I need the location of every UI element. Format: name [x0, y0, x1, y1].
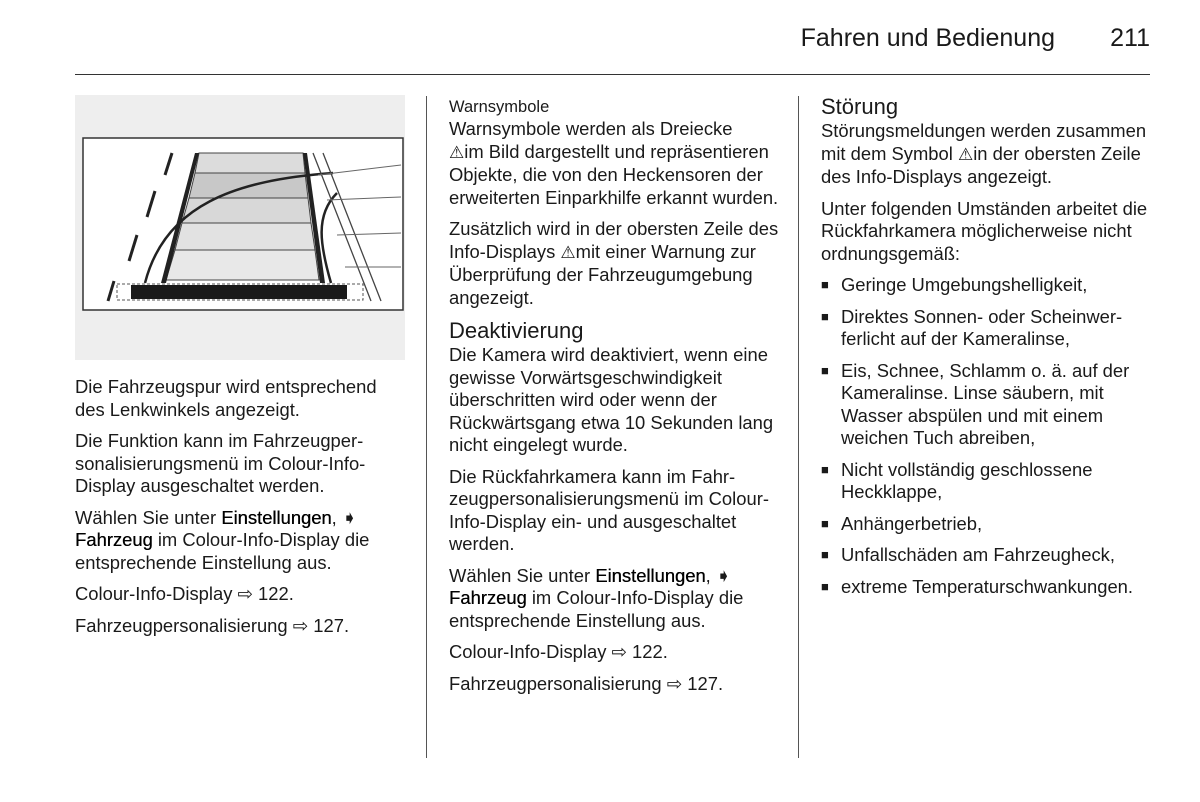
- list-item: [821, 459, 1151, 504]
- paragraph: [449, 565, 784, 633]
- heading-stoerung: Störung: [821, 94, 899, 119]
- text: Warnsymbole werden als Dreiecke: [449, 118, 733, 139]
- column-right: [821, 94, 1151, 607]
- column-left: [75, 376, 410, 646]
- text: in der obersten Zeile des Info-Displays angezeigt.: [821, 142, 1141, 187]
- paragraph: Die Kamera wird deaktiviert, wenn eine gewisse Vorwärtsgeschwindigkeit überschritten wird oder wenn der Rückwärtsgang etwa 10 Sekunden lang nicht eingelegt wurde.: [449, 344, 774, 455]
- paragraph: [75, 507, 410, 575]
- heading-deaktivierung: Deaktivierung: [449, 318, 584, 343]
- menu-term-fahrzeug: Fahrzeug: [75, 529, 153, 550]
- column-divider: [798, 96, 799, 758]
- list-item: [821, 306, 1151, 351]
- list-item: [821, 576, 1151, 599]
- paragraph: Die Funktion kann im Fahrzeugpersonalisierungsmenü im Colour-Info-Display ausgeschaltet werden.: [75, 430, 366, 496]
- bullet-icon: ■: [821, 515, 829, 531]
- bullet-icon: ■: [821, 547, 829, 562]
- list-item-text: Geringe Umgebungshelligkeit,: [841, 274, 1088, 295]
- rear-camera-display-illustration: [75, 95, 405, 360]
- list-item: [821, 360, 1151, 450]
- text: im Colour-Info-Display die entsprechende Einstellung aus.: [449, 587, 744, 631]
- page-header-title: Fahren und Bedienung: [800, 24, 1055, 52]
- warning-triangle-icon: ⚠: [957, 144, 974, 164]
- subheading-warnsymbole: Warnsymbole: [449, 98, 550, 116]
- paragraph: [449, 118, 784, 209]
- cross-reference: Fahrzeugpersonalisierung ⇨ 127.: [449, 672, 724, 694]
- bullet-icon: ■: [821, 578, 829, 594]
- text: Wählen Sie unter: [75, 506, 222, 528]
- paragraph: Die Rückfahrkamera kann im Fahrzeugpersonalisierungsmenü im Colour-Info-Display ein- und ausgeschaltet werden.: [449, 465, 769, 554]
- list-item: [821, 513, 1151, 536]
- cross-reference: Colour-Info-Display ⇨ 122.: [75, 583, 294, 604]
- menu-term-einstellungen: Einstellungen: [595, 564, 706, 586]
- bullet-icon: ■: [821, 308, 829, 324]
- bullet-list: [821, 274, 1151, 598]
- bullet-icon: ■: [821, 362, 829, 378]
- text: im Colour-Info-Display die entsprechende Einstellung aus.: [75, 529, 370, 573]
- cross-reference: Fahrzeugpersonalisierung ⇨ 127.: [75, 614, 350, 636]
- column-middle: [449, 96, 784, 704]
- rear-camera-figure: [75, 95, 405, 360]
- list-item-text: Eis, Schnee, Schlamm o. ä. auf der Kameralinse. Linse säubern, mit Wasser abspülen und mit einem weichen Tuch abreiben,: [841, 359, 1130, 448]
- text: Zusätzlich wird in der obersten Zeile des Info-Displays: [449, 218, 779, 262]
- paragraph: [821, 120, 1151, 189]
- header-divider: [75, 74, 1150, 75]
- menu-term-einstellungen: Einstellungen: [221, 506, 332, 528]
- list-item-text: Nicht vollständig geschlossene Heckklappe,: [841, 458, 1093, 502]
- list-item-text: extreme Temperaturschwankungen.: [841, 575, 1134, 597]
- list-item: [821, 274, 1151, 297]
- text: mit einer Warnung zur Überprüfung der Fahrzeugumgebung angezeigt.: [449, 240, 756, 308]
- list-item-text: Anhängerbetrieb,: [841, 512, 983, 534]
- list-item-text: Unfallschäden am Fahrzeugheck,: [841, 544, 1115, 565]
- list-item: [821, 544, 1151, 567]
- menu-term-fahrzeug: Fahrzeug: [449, 587, 527, 608]
- warning-triangle-icon: ⚠: [560, 242, 576, 262]
- text: Wählen Sie unter: [449, 564, 596, 586]
- text: Störungsmeldungen werden zusammen mit dem Symbol: [821, 120, 1147, 164]
- list-item-text: Direktes Sonnen- oder Scheinwerferlicht auf der Kameralinse,: [841, 305, 1123, 349]
- column-divider: [426, 96, 427, 758]
- bullet-icon: ■: [821, 277, 829, 292]
- bullet-icon: ■: [821, 461, 829, 477]
- text: , ➧: [331, 506, 358, 528]
- paragraph: [449, 218, 784, 309]
- text: im Bild dargestellt und repräsentieren Objekte, die von den Heckensoren der erweiterten Einparkhilfe erkannt wurden.: [449, 140, 779, 208]
- text: , ➧: [705, 564, 732, 586]
- page-number: 211: [1110, 24, 1150, 52]
- cross-reference: Colour-Info-Display ⇨ 122.: [449, 641, 668, 662]
- paragraph: Unter folgenden Umständen arbeitet die Rückfahrkamera möglicherweise nicht ordnungsgemäß:: [821, 197, 1148, 264]
- warning-triangle-icon: ⚠: [449, 142, 465, 162]
- paragraph: Die Fahrzeugspur wird entsprechend des Lenkwinkels angezeigt.: [75, 376, 377, 420]
